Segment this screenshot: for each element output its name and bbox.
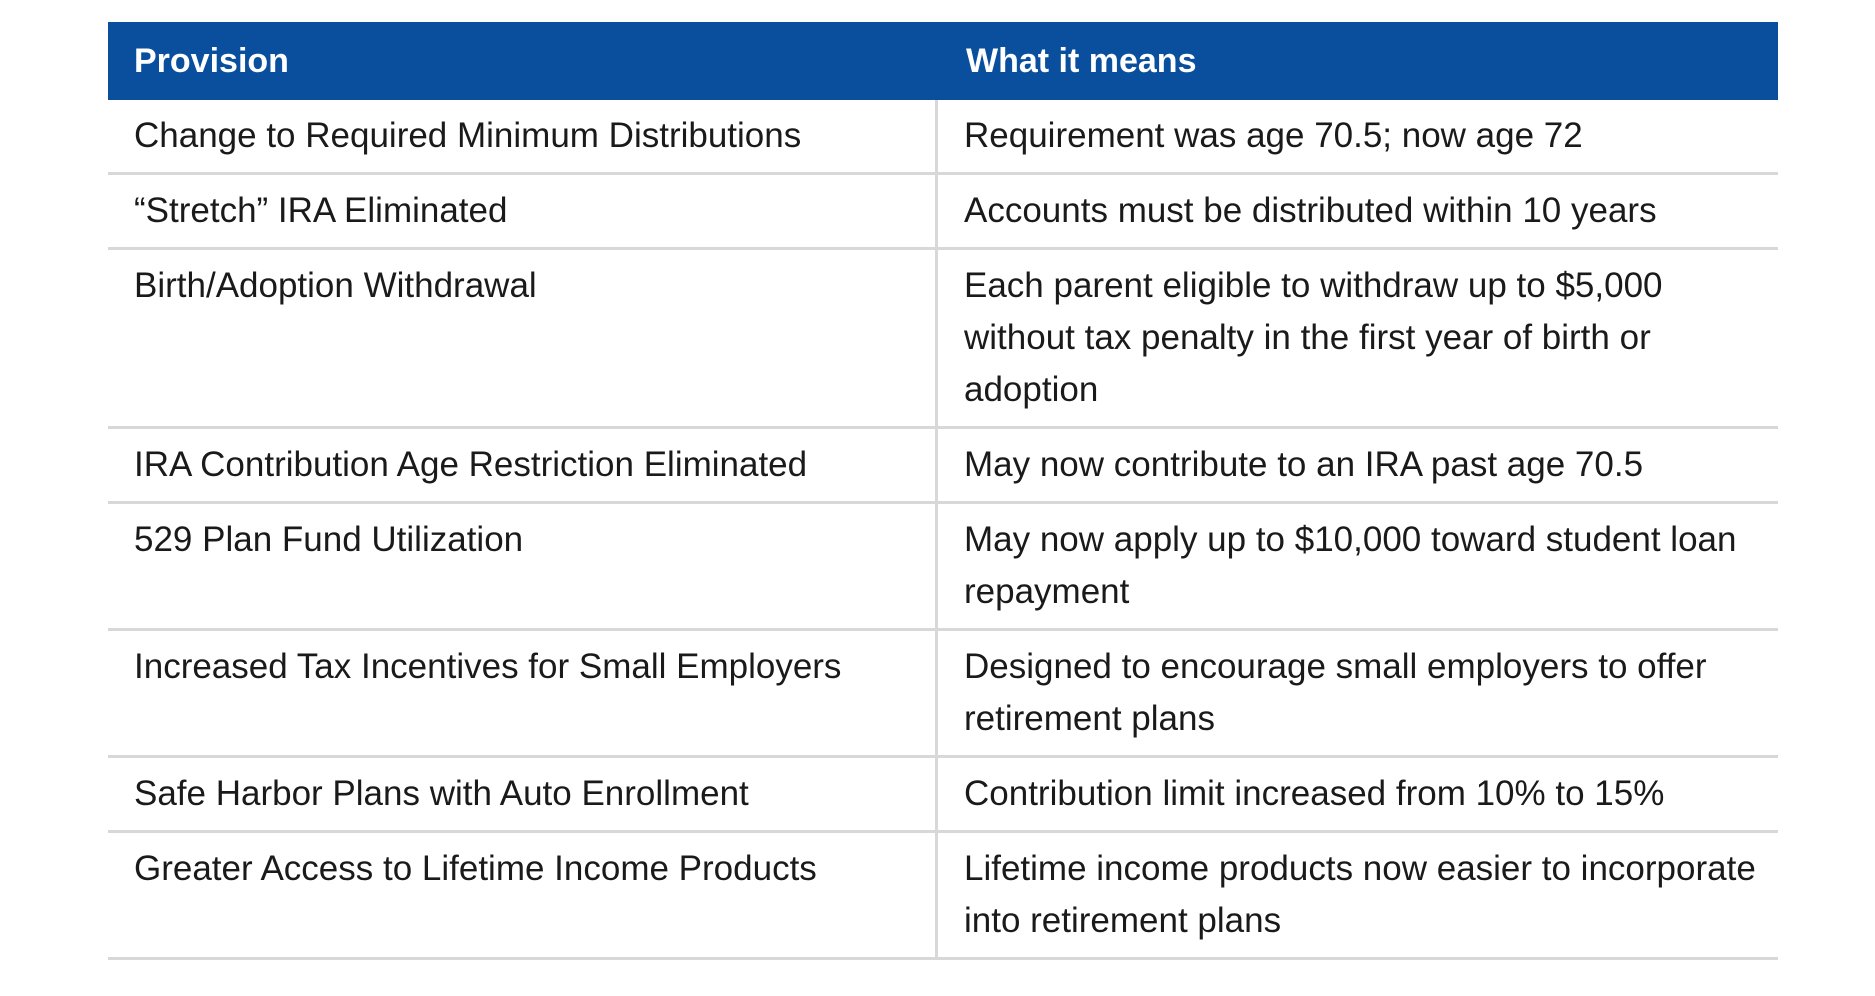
table-row bbox=[108, 175, 1778, 250]
meaning-cell: Contribution limit increased from 10% to 15% bbox=[964, 774, 1665, 813]
meaning-cell: Lifetime income products now easier to incorporate into retirement plans bbox=[964, 849, 1756, 940]
meaning-cell: Accounts must be distributed within 10 years bbox=[964, 191, 1657, 230]
provision-cell: Increased Tax Incentives for Small Employers bbox=[108, 631, 938, 755]
provision-cell: Safe Harbor Plans with Auto Enrollment bbox=[108, 758, 938, 830]
table-row bbox=[108, 250, 1778, 429]
table-row bbox=[108, 631, 1778, 758]
header-what-it-means: What it means bbox=[966, 41, 1197, 80]
header-provision: Provision bbox=[134, 41, 289, 80]
table-header bbox=[108, 22, 1778, 100]
table-row bbox=[108, 758, 1778, 833]
provision-cell: Birth/Adoption Withdrawal bbox=[108, 250, 938, 426]
provision-cell: Change to Required Minimum Distributions bbox=[108, 100, 938, 172]
provisions-table bbox=[108, 22, 1778, 960]
table-row bbox=[108, 100, 1778, 175]
provision-cell: Greater Access to Lifetime Income Products bbox=[108, 833, 938, 957]
provision-cell: 529 Plan Fund Utilization bbox=[108, 504, 938, 628]
provision-cell: “Stretch” IRA Eliminated bbox=[108, 175, 938, 247]
table-row bbox=[108, 429, 1778, 504]
meaning-cell: Each parent eligible to withdraw up to $5,000 without tax penalty in the first year of birth or adoption bbox=[964, 266, 1663, 409]
meaning-cell: Requirement was age 70.5; now age 72 bbox=[964, 116, 1583, 155]
meaning-cell: May now apply up to $10,000 toward student loan repayment bbox=[964, 520, 1737, 611]
meaning-cell: May now contribute to an IRA past age 70.5 bbox=[964, 445, 1644, 484]
table-row bbox=[108, 504, 1778, 631]
provision-cell: IRA Contribution Age Restriction Eliminated bbox=[108, 429, 938, 501]
table-row bbox=[108, 833, 1778, 960]
meaning-cell: Designed to encourage small employers to offer retirement plans bbox=[964, 647, 1707, 738]
